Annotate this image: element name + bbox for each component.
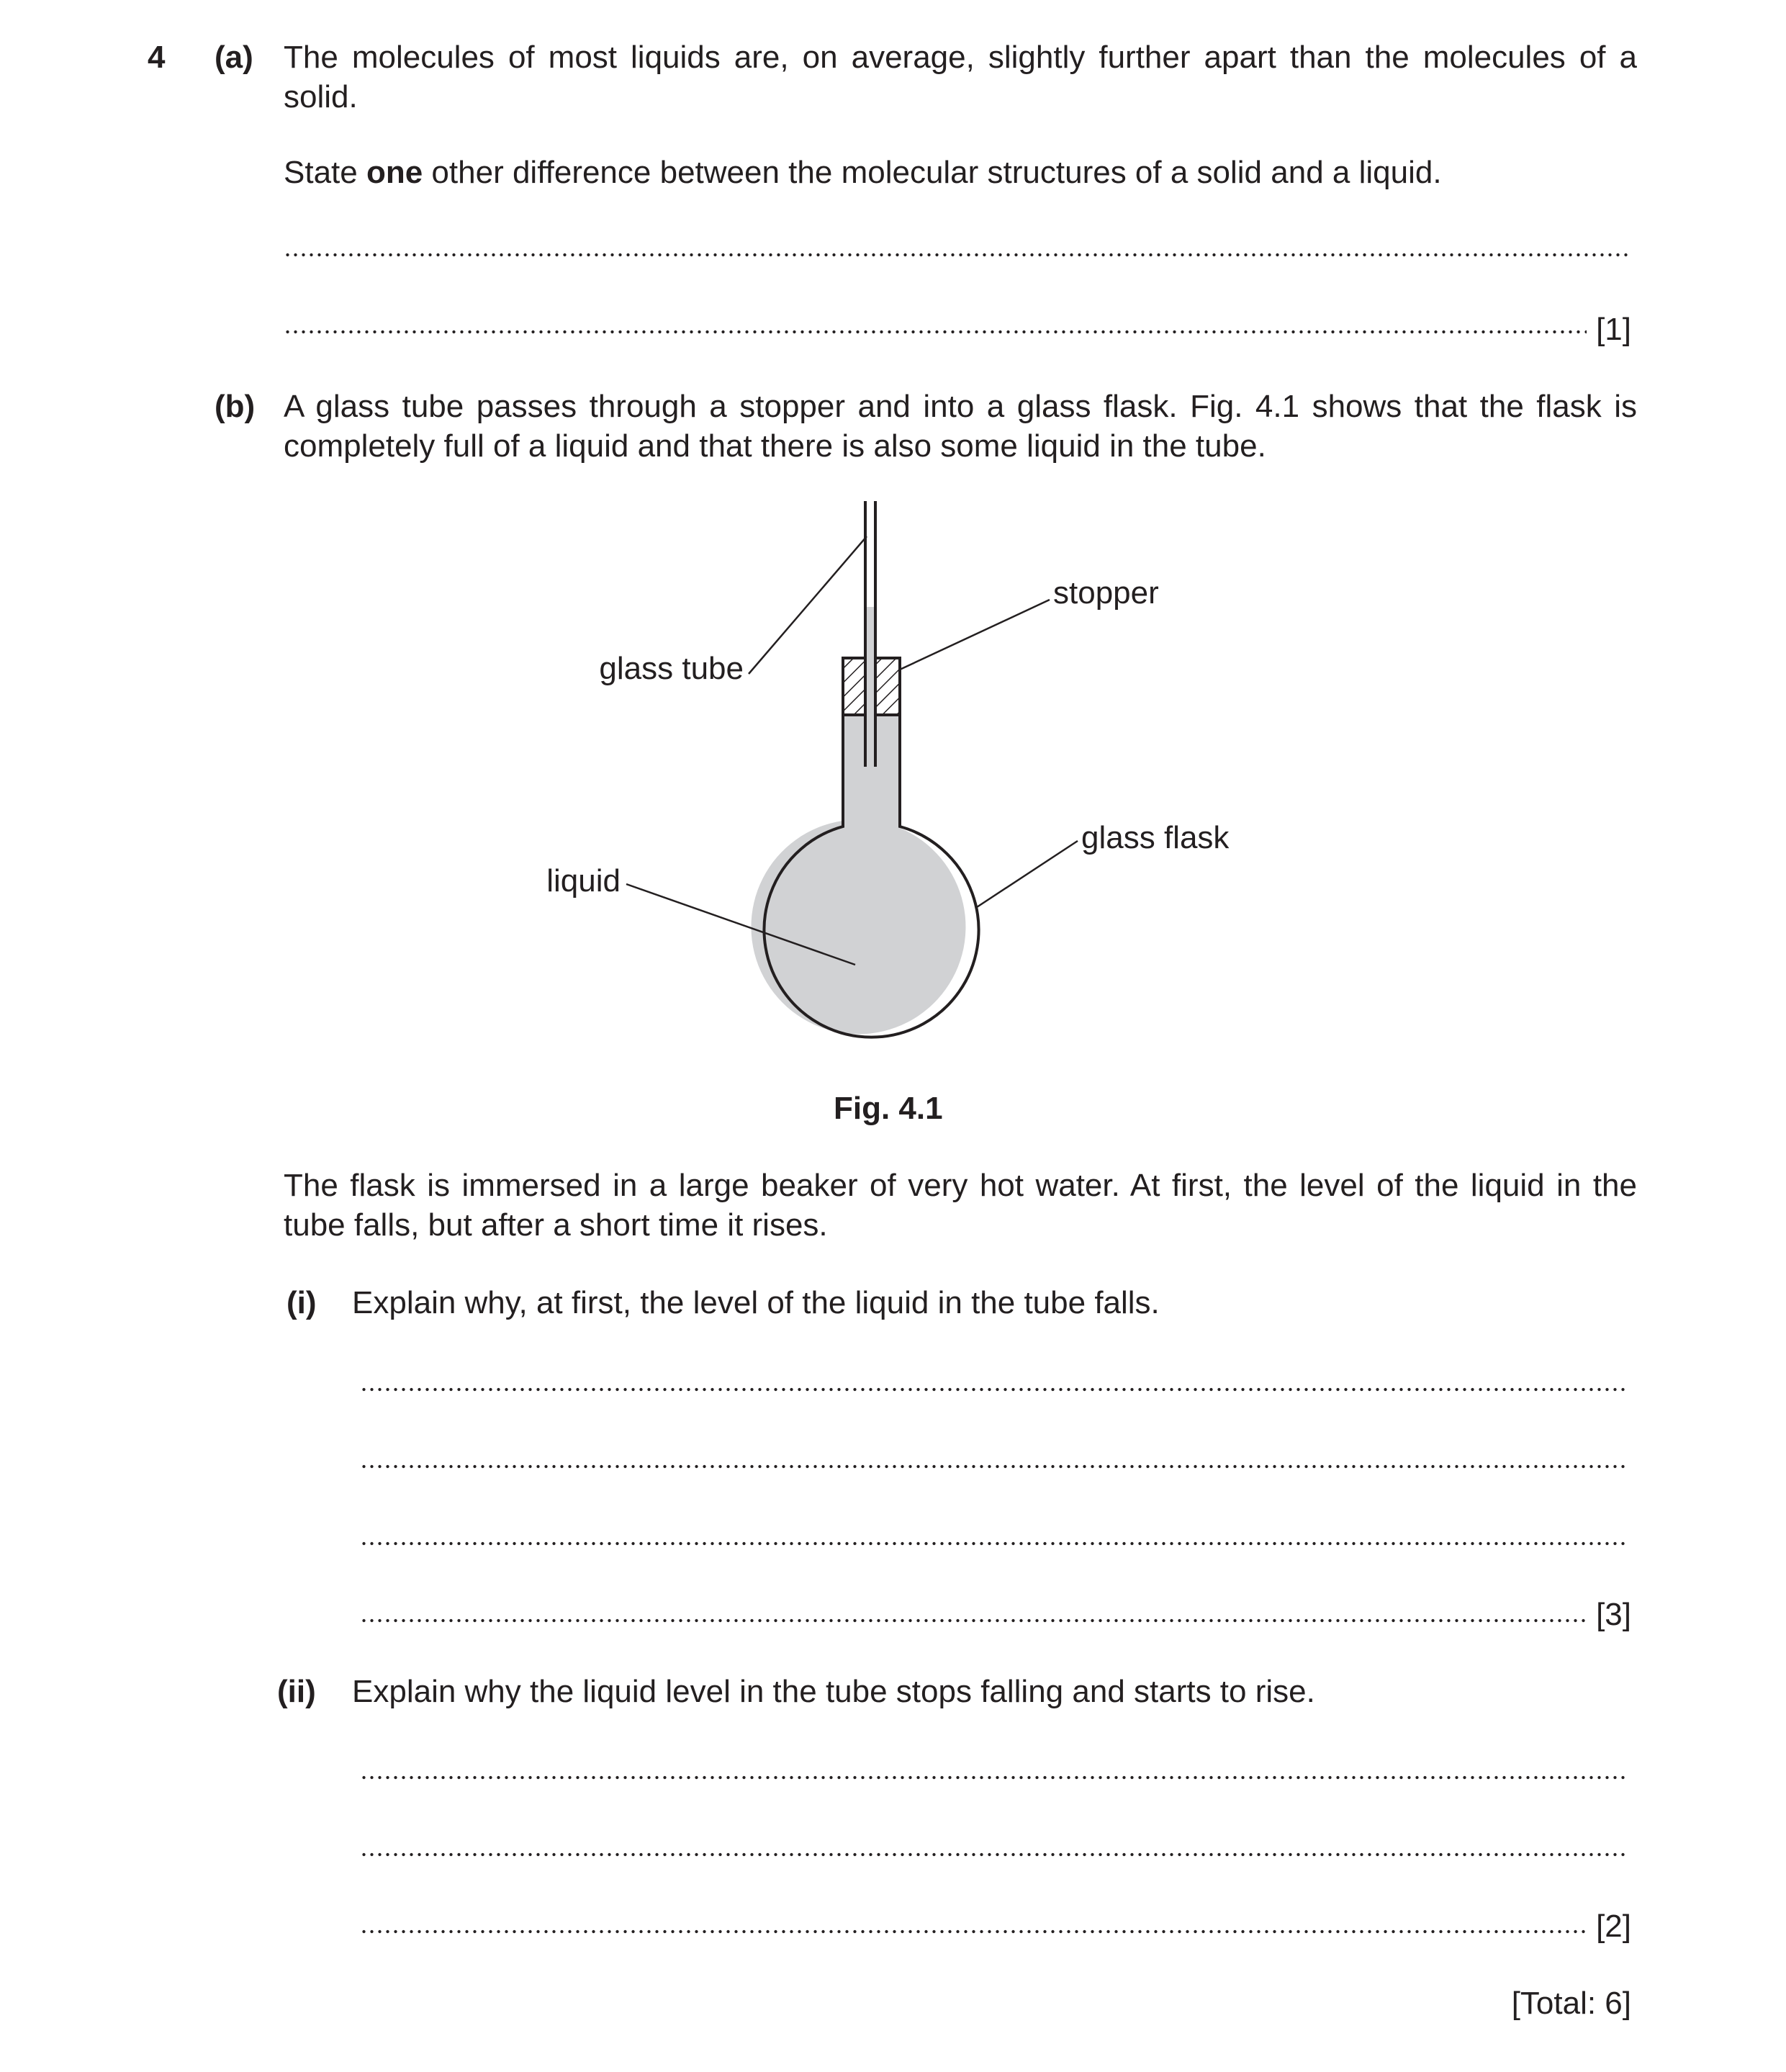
part-a-intro: The molecules of most liquids are, on average, slightly further apart than the molecules of a solid. [284,40,1637,114]
sub-i-marks: [3] [1596,1597,1631,1632]
stopper-leader [900,600,1050,670]
answer-line[interactable] [360,1385,1628,1394]
part-a-marks: [1] [1596,312,1631,347]
part-a-prompt-emphasis: one [366,155,423,190]
total-marks: [Total: 6] [1511,1986,1631,2021]
label-glass-tube: glass tube [599,651,744,686]
part-a-prompt-start: State [284,155,366,190]
label-glass-flask: glass flask [1081,820,1230,855]
answer-line[interactable] [360,1462,1628,1471]
part-b-intro: A glass tube passes through a stopper and into a glass flask. Fig. 4.1 shows that the flask is completely full of a liquid and that there is also some liquid in the tube. [284,389,1637,464]
sub-ii-marks: [2] [1596,1909,1631,1944]
sub-i-text: Explain why, at first, the level of the liquid in the tube falls. [352,1285,1160,1320]
label-liquid: liquid [546,863,621,898]
tube-liquid [865,607,875,763]
answer-line[interactable] [360,1927,1587,1936]
glass-flask-leader [977,841,1078,907]
glass-tube-leader [749,536,867,674]
part-a-prompt-end: other difference between the molecular structures of a solid and a liquid. [423,155,1442,190]
part-b-label: (b) [215,389,256,424]
sub-ii-label: (ii) [277,1674,316,1709]
answer-line[interactable] [360,1850,1628,1859]
question-number: 4 [148,40,166,75]
part-a-label: (a) [215,40,253,75]
flask-liquid [751,715,965,1034]
answer-line[interactable] [360,1616,1587,1625]
answer-line[interactable] [360,1773,1628,1782]
part-b-context: The flask is immersed in a large beaker of very hot water. At first, the level of the liquid in the tube falls, but after a short time it rises. [284,1168,1637,1243]
sub-i-label: (i) [287,1285,317,1320]
sub-ii-text: Explain why the liquid level in the tube stops falling and starts to rise. [352,1674,1315,1709]
figure-caption: Fig. 4.1 [834,1091,943,1126]
label-stopper: stopper [1053,575,1159,611]
answer-line[interactable] [360,1539,1628,1548]
